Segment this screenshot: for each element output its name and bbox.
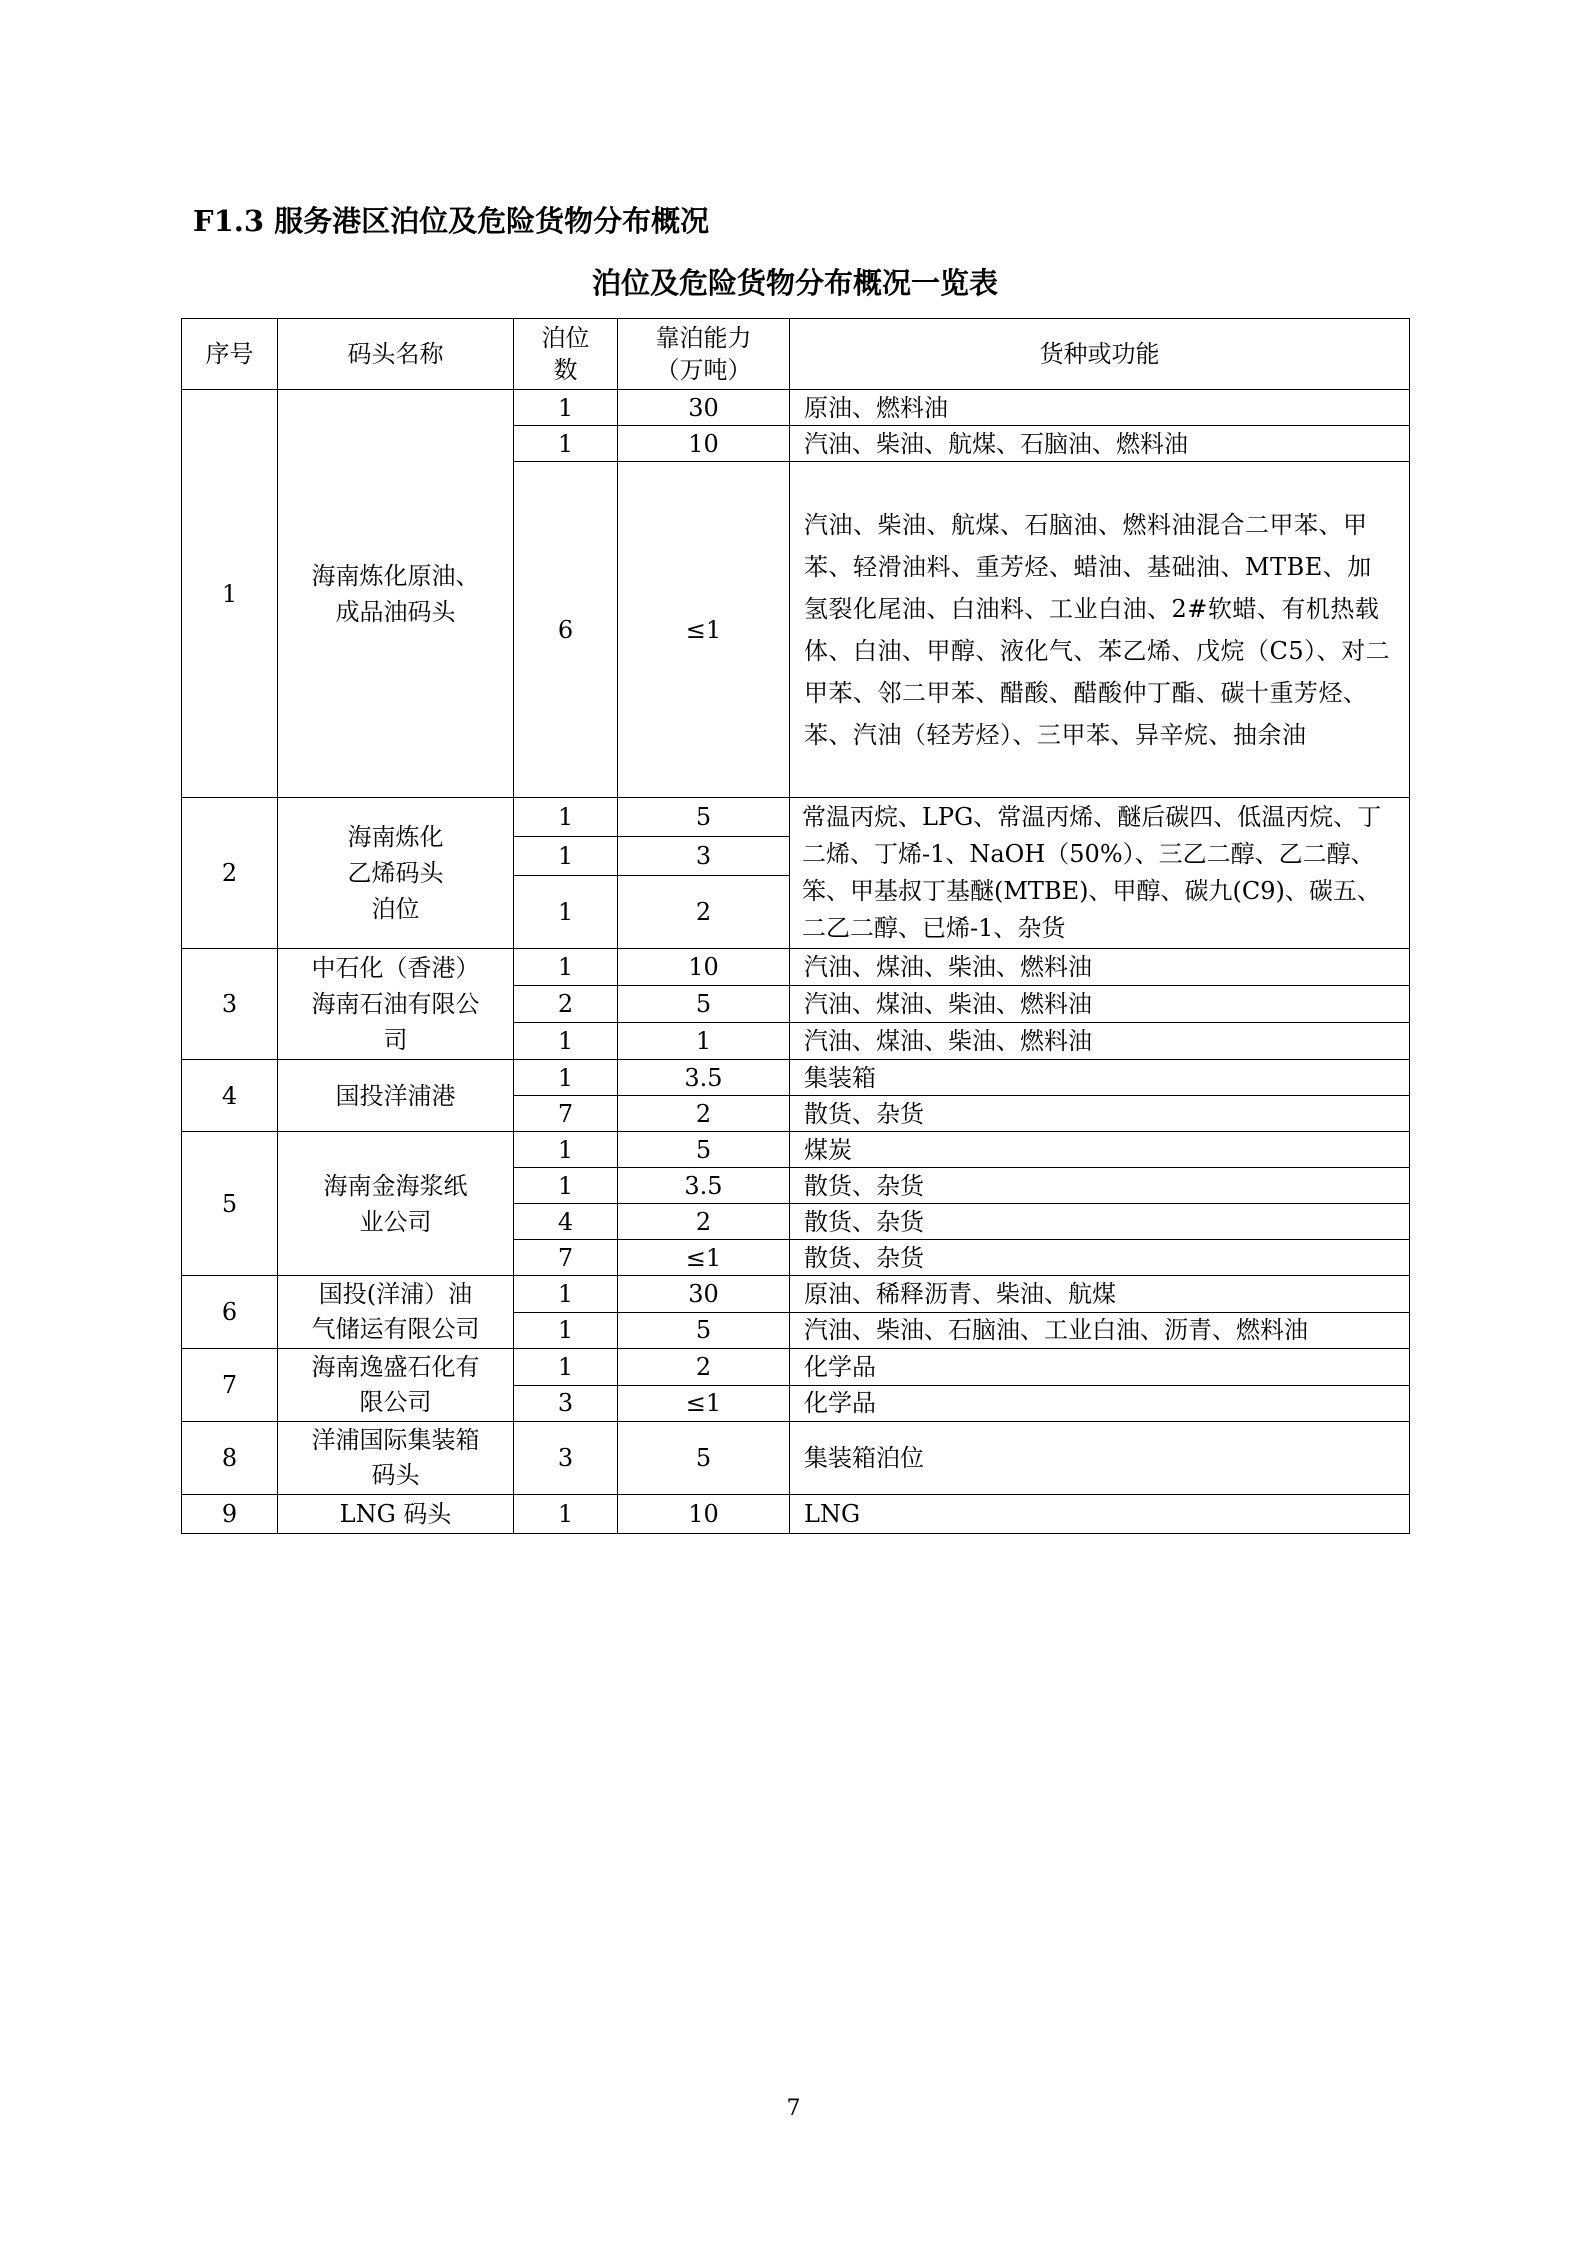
cell-name-text: 海南炼化乙烯码头泊位 bbox=[347, 823, 444, 923]
cell-capacity: 5 bbox=[618, 1132, 790, 1168]
cell-berths: 1 bbox=[514, 390, 618, 426]
cell-seq: 1 bbox=[182, 390, 278, 798]
cell-capacity: 2 bbox=[618, 1204, 790, 1240]
cell-goods: 汽油、柴油、航煤、石脑油、燃料油 bbox=[790, 426, 1410, 462]
cell-berths: 1 bbox=[514, 1060, 618, 1096]
cell-name-text: 洋浦国际集装箱码头 bbox=[311, 1426, 480, 1489]
header-berths bbox=[514, 319, 618, 390]
cell-capacity: ≤1 bbox=[618, 1240, 790, 1276]
cell-capacity: 5 bbox=[618, 1422, 790, 1495]
cell-capacity: 3.5 bbox=[618, 1168, 790, 1204]
cell-berths: 1 bbox=[514, 875, 618, 948]
cell-berths: 1 bbox=[514, 1276, 618, 1313]
cell-seq: 9 bbox=[182, 1495, 278, 1534]
cell-goods: 集装箱 bbox=[790, 1060, 1410, 1096]
cell-seq: 6 bbox=[182, 1276, 278, 1349]
cell-capacity: ≤1 bbox=[618, 462, 790, 798]
cell-capacity: 10 bbox=[618, 426, 790, 462]
cell-goods: 原油、燃料油 bbox=[790, 390, 1410, 426]
table-title: 泊位及危险货物分布概况一览表 bbox=[591, 266, 998, 300]
cell-goods: 散货、杂货 bbox=[790, 1168, 1410, 1204]
cell-berths: 2 bbox=[514, 986, 618, 1023]
table-row bbox=[182, 1276, 1410, 1313]
table-row bbox=[182, 1060, 1410, 1096]
cell-name: LNG 码头 bbox=[278, 1495, 514, 1534]
cell-berths: 1 bbox=[514, 798, 618, 837]
cell-seq: 2 bbox=[182, 798, 278, 949]
cell-name bbox=[278, 1349, 514, 1422]
cell-berths: 7 bbox=[514, 1240, 618, 1276]
cell-seq: 3 bbox=[182, 949, 278, 1060]
cell-berths: 1 bbox=[514, 1312, 618, 1349]
header-goods: 货种或功能 bbox=[790, 319, 1410, 390]
cell-goods: 集装箱泊位 bbox=[790, 1422, 1410, 1495]
cell-berths: 1 bbox=[514, 1495, 618, 1534]
cell-goods: LNG bbox=[790, 1495, 1410, 1534]
cell-capacity: 5 bbox=[618, 798, 790, 837]
cell-seq: 4 bbox=[182, 1060, 278, 1132]
header-berths-text: 泊位数 bbox=[541, 324, 590, 384]
cell-capacity: 5 bbox=[618, 1312, 790, 1349]
table-row bbox=[182, 1349, 1410, 1386]
cell-berths: 1 bbox=[514, 949, 618, 986]
cell-capacity: 2 bbox=[618, 1096, 790, 1132]
cell-capacity: 10 bbox=[618, 949, 790, 986]
cell-name bbox=[278, 1422, 514, 1495]
cell-capacity: 30 bbox=[618, 1276, 790, 1313]
cell-name bbox=[278, 949, 514, 1060]
cell-name-text: 海南金海浆纸业公司 bbox=[323, 1171, 468, 1236]
table-row bbox=[182, 1422, 1410, 1495]
cell-name-text: 国投(洋浦）油气储运有限公司 bbox=[311, 1280, 480, 1343]
cell-berths: 3 bbox=[514, 1422, 618, 1495]
section-heading: F1.3 服务港区泊位及危险货物分布概况 bbox=[193, 204, 710, 238]
cell-name bbox=[278, 798, 514, 949]
cell-berths: 1 bbox=[514, 426, 618, 462]
cell-berths: 1 bbox=[514, 1168, 618, 1204]
page-number: 7 bbox=[786, 2096, 801, 2121]
cell-berths: 7 bbox=[514, 1096, 618, 1132]
cell-goods: 汽油、煤油、柴油、燃料油 bbox=[790, 949, 1410, 986]
cell-goods: 汽油、柴油、石脑油、工业白油、沥青、燃料油 bbox=[790, 1312, 1410, 1349]
cell-berths: 1 bbox=[514, 1023, 618, 1060]
cell-name-text: 海南逸盛石化有限公司 bbox=[311, 1353, 480, 1416]
cell-capacity: ≤1 bbox=[618, 1385, 790, 1422]
cell-goods: 化学品 bbox=[790, 1385, 1410, 1422]
cell-name: 国投洋浦港 bbox=[278, 1060, 514, 1132]
header-capacity-text: 靠泊能力（万吨） bbox=[655, 324, 752, 384]
cell-goods: 煤炭 bbox=[790, 1132, 1410, 1168]
cell-berths: 4 bbox=[514, 1204, 618, 1240]
cell-capacity: 3 bbox=[618, 836, 790, 875]
cell-name bbox=[278, 1276, 514, 1349]
cell-capacity: 5 bbox=[618, 986, 790, 1023]
header-capacity bbox=[618, 319, 790, 390]
cell-seq: 5 bbox=[182, 1132, 278, 1276]
cell-goods: 汽油、柴油、航煤、石脑油、燃料油混合二甲苯、甲苯、轻滑油料、重芳烃、蜡油、基础油、MTBE、加氢裂化尾油、白油料、工业白油、2#软蜡、有机热载体、白油、甲醇、液化气、苯乙烯、戊烷（C5）、对二甲苯、邻二甲苯、醋酸、醋酸仲丁酯、碳十重芳烃、苯、汽油（轻芳烃）、三甲苯、异辛烷、抽余油 bbox=[790, 462, 1410, 798]
table-row bbox=[182, 1132, 1410, 1168]
table-row bbox=[182, 798, 1410, 837]
cell-goods: 散货、杂货 bbox=[790, 1204, 1410, 1240]
cell-goods: 散货、杂货 bbox=[790, 1240, 1410, 1276]
table-row bbox=[182, 949, 1410, 986]
cell-seq: 8 bbox=[182, 1422, 278, 1495]
cell-seq: 7 bbox=[182, 1349, 278, 1422]
cell-berths: 6 bbox=[514, 462, 618, 798]
berth-distribution-table bbox=[181, 318, 1410, 1534]
cell-goods: 汽油、煤油、柴油、燃料油 bbox=[790, 986, 1410, 1023]
cell-name-text: 中石化（香港）海南石油有限公司 bbox=[311, 954, 480, 1054]
cell-name bbox=[278, 1132, 514, 1276]
cell-capacity: 3.5 bbox=[618, 1060, 790, 1096]
cell-goods: 散货、杂货 bbox=[790, 1096, 1410, 1132]
header-name: 码头名称 bbox=[278, 319, 514, 390]
cell-name-text: 海南炼化原油、成品油码头 bbox=[311, 561, 480, 626]
cell-goods: 化学品 bbox=[790, 1349, 1410, 1386]
cell-capacity: 2 bbox=[618, 1349, 790, 1386]
cell-berths: 3 bbox=[514, 1385, 618, 1422]
header-seq: 序号 bbox=[182, 319, 278, 390]
cell-capacity: 30 bbox=[618, 390, 790, 426]
table-header-row bbox=[182, 319, 1410, 390]
table-row bbox=[182, 390, 1410, 426]
cell-goods: 原油、稀释沥青、柴油、航煤 bbox=[790, 1276, 1410, 1313]
cell-capacity: 10 bbox=[618, 1495, 790, 1534]
cell-capacity: 1 bbox=[618, 1023, 790, 1060]
cell-goods: 常温丙烷、LPG、常温丙烯、醚后碳四、低温丙烷、丁二烯、丁烯-1、NaOH（50%）、三乙二醇、乙二醇、笨、甲基叔丁基醚(MTBE)、甲醇、碳九(C9)、碳五、二乙二醇、已烯-1、杂货 bbox=[790, 798, 1410, 949]
cell-berths: 1 bbox=[514, 1349, 618, 1386]
cell-name bbox=[278, 390, 514, 798]
cell-capacity: 2 bbox=[618, 875, 790, 948]
cell-goods: 汽油、煤油、柴油、燃料油 bbox=[790, 1023, 1410, 1060]
table-row bbox=[182, 1495, 1410, 1534]
cell-berths: 1 bbox=[514, 1132, 618, 1168]
cell-berths: 1 bbox=[514, 836, 618, 875]
